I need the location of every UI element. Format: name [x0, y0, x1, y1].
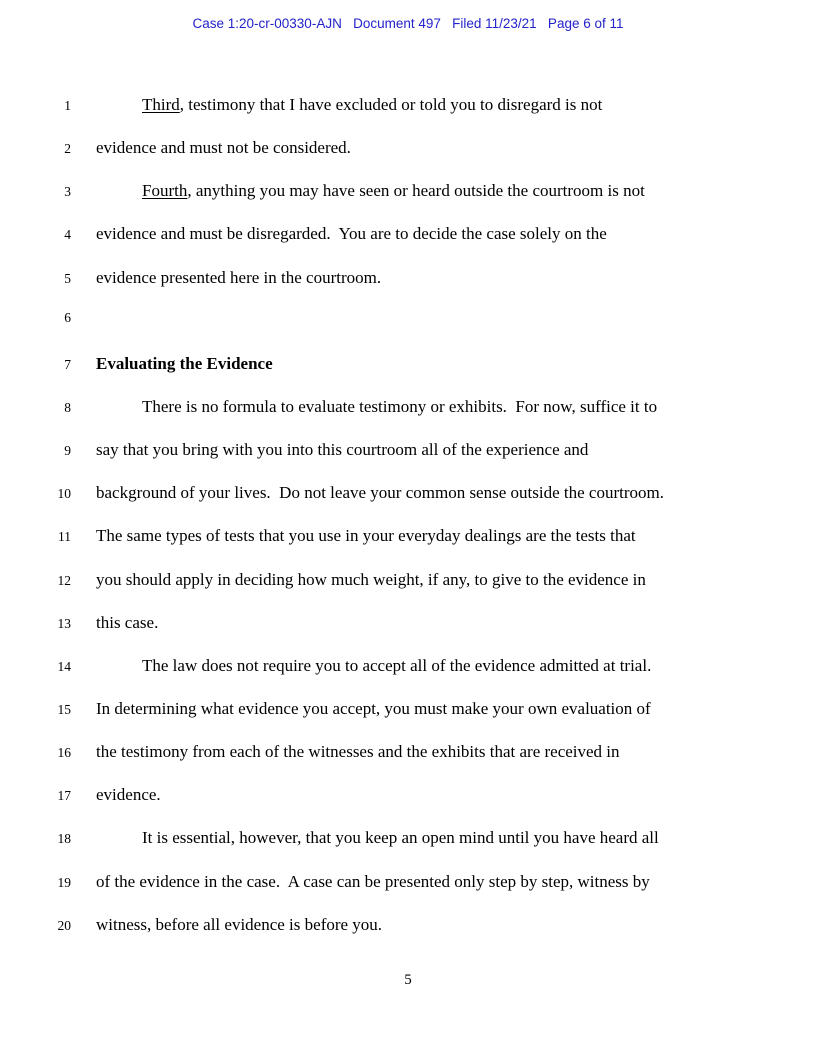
section-heading [96, 353, 273, 375]
line-text [96, 871, 650, 893]
line-text [96, 439, 588, 461]
line-text [96, 482, 664, 504]
line-text [96, 525, 636, 547]
transcript-line [40, 525, 776, 568]
line-number: 14 [57, 658, 71, 674]
line-number: 20 [57, 917, 71, 933]
line-text [96, 784, 161, 806]
line-number: 4 [64, 227, 71, 243]
line-number: 3 [64, 184, 71, 200]
text-segment: Evaluating the Evidence [96, 353, 273, 373]
line-text [96, 741, 620, 763]
line-text [96, 612, 158, 634]
line-number: 17 [57, 788, 71, 804]
underlined-term: Third [142, 95, 180, 114]
text-segment: In determining what evidence you accept, you must make your own evaluation of [96, 698, 651, 718]
transcript-line [40, 612, 776, 655]
text-segment: , testimony that I have excluded or told you to disregard is not [179, 95, 603, 114]
line-text [96, 914, 382, 936]
line-number: 10 [57, 486, 71, 502]
line-text [96, 827, 659, 849]
line-number: 12 [57, 572, 71, 588]
line-number: 1 [64, 98, 71, 113]
line-text [96, 223, 607, 245]
text-segment: the testimony from each of the witnesses and the exhibits that are received in [96, 742, 620, 762]
lines [40, 94, 776, 957]
line-number: 15 [57, 701, 71, 717]
text-segment: There is no formula to evaluate testimony or exhibits. For now, suffice it to [142, 396, 658, 416]
line-number: 5 [64, 270, 71, 286]
line-number: 13 [57, 615, 71, 631]
transcript-line [40, 784, 776, 827]
line-number: 8 [64, 399, 71, 415]
line-number: 18 [57, 831, 71, 847]
line-number: 7 [64, 356, 71, 372]
text-segment: background of your lives. Do not leave your common sense outside the courtroom. [96, 483, 664, 503]
transcript-line [40, 267, 776, 310]
transcript-line [40, 310, 776, 353]
transcript-line [40, 914, 776, 957]
transcript-line [40, 827, 776, 870]
transcript-line [40, 94, 776, 137]
transcript-line [40, 180, 776, 223]
line-text [96, 698, 651, 720]
transcript-line [40, 871, 776, 914]
transcript-line [40, 396, 776, 439]
text-segment: evidence and must be disregarded. You are to decide the case solely on the [96, 224, 607, 244]
page-number: 5 [404, 972, 412, 988]
text-segment: The same types of tests that you use in your everyday dealings are the tests that [96, 526, 636, 546]
transcript-line [40, 741, 776, 784]
transcript-line [40, 698, 776, 741]
line-number: 16 [57, 745, 71, 761]
text-segment: evidence and must not be considered. [96, 138, 351, 158]
line-text [96, 267, 381, 289]
underlined-term: Fourth [142, 181, 188, 201]
line-number: 6 [64, 309, 71, 325]
transcript-line [40, 655, 776, 698]
text-segment: The law does not require you to accept all of the evidence admitted at trial. [142, 655, 652, 675]
text-segment: , anything you may have seen or heard outside the courtroom is not [187, 181, 645, 201]
line-text [96, 396, 657, 418]
text-segment: evidence presented here in the courtroom. [96, 267, 382, 287]
line-text [96, 137, 351, 159]
line-number: 9 [64, 443, 71, 459]
transcript-line [40, 482, 776, 525]
line-number: 11 [58, 529, 71, 545]
transcript-line [40, 137, 776, 180]
transcript-line [40, 439, 776, 482]
line-number: 2 [64, 141, 71, 157]
text-segment: say that you bring with you into this courtroom all of the experience and [96, 440, 589, 460]
line-text [96, 180, 645, 202]
transcript-line [40, 569, 776, 612]
line-text [96, 655, 651, 677]
ecf-filing-stamp: Case 1:20-cr-00330-AJN Document 497 Filed 11/23/21 Page 6 of 11 [192, 16, 624, 31]
text-segment: of the evidence in the case. A case can be presented only step by step, witness by [96, 871, 650, 891]
transcript-line [40, 353, 776, 396]
line-number: 19 [57, 874, 71, 890]
text-segment: evidence. [96, 785, 161, 805]
text-segment: witness, before all evidence is before you. [96, 914, 383, 934]
text-segment: you should apply in deciding how much weight, if any, to give to the evidence in [96, 569, 646, 589]
text-segment: this case. [96, 612, 159, 632]
line-text [96, 569, 646, 591]
text-segment: It is essential, however, that you keep an open mind until you have heard all [142, 828, 659, 848]
transcript-line [40, 223, 776, 266]
line-text [96, 94, 602, 116]
